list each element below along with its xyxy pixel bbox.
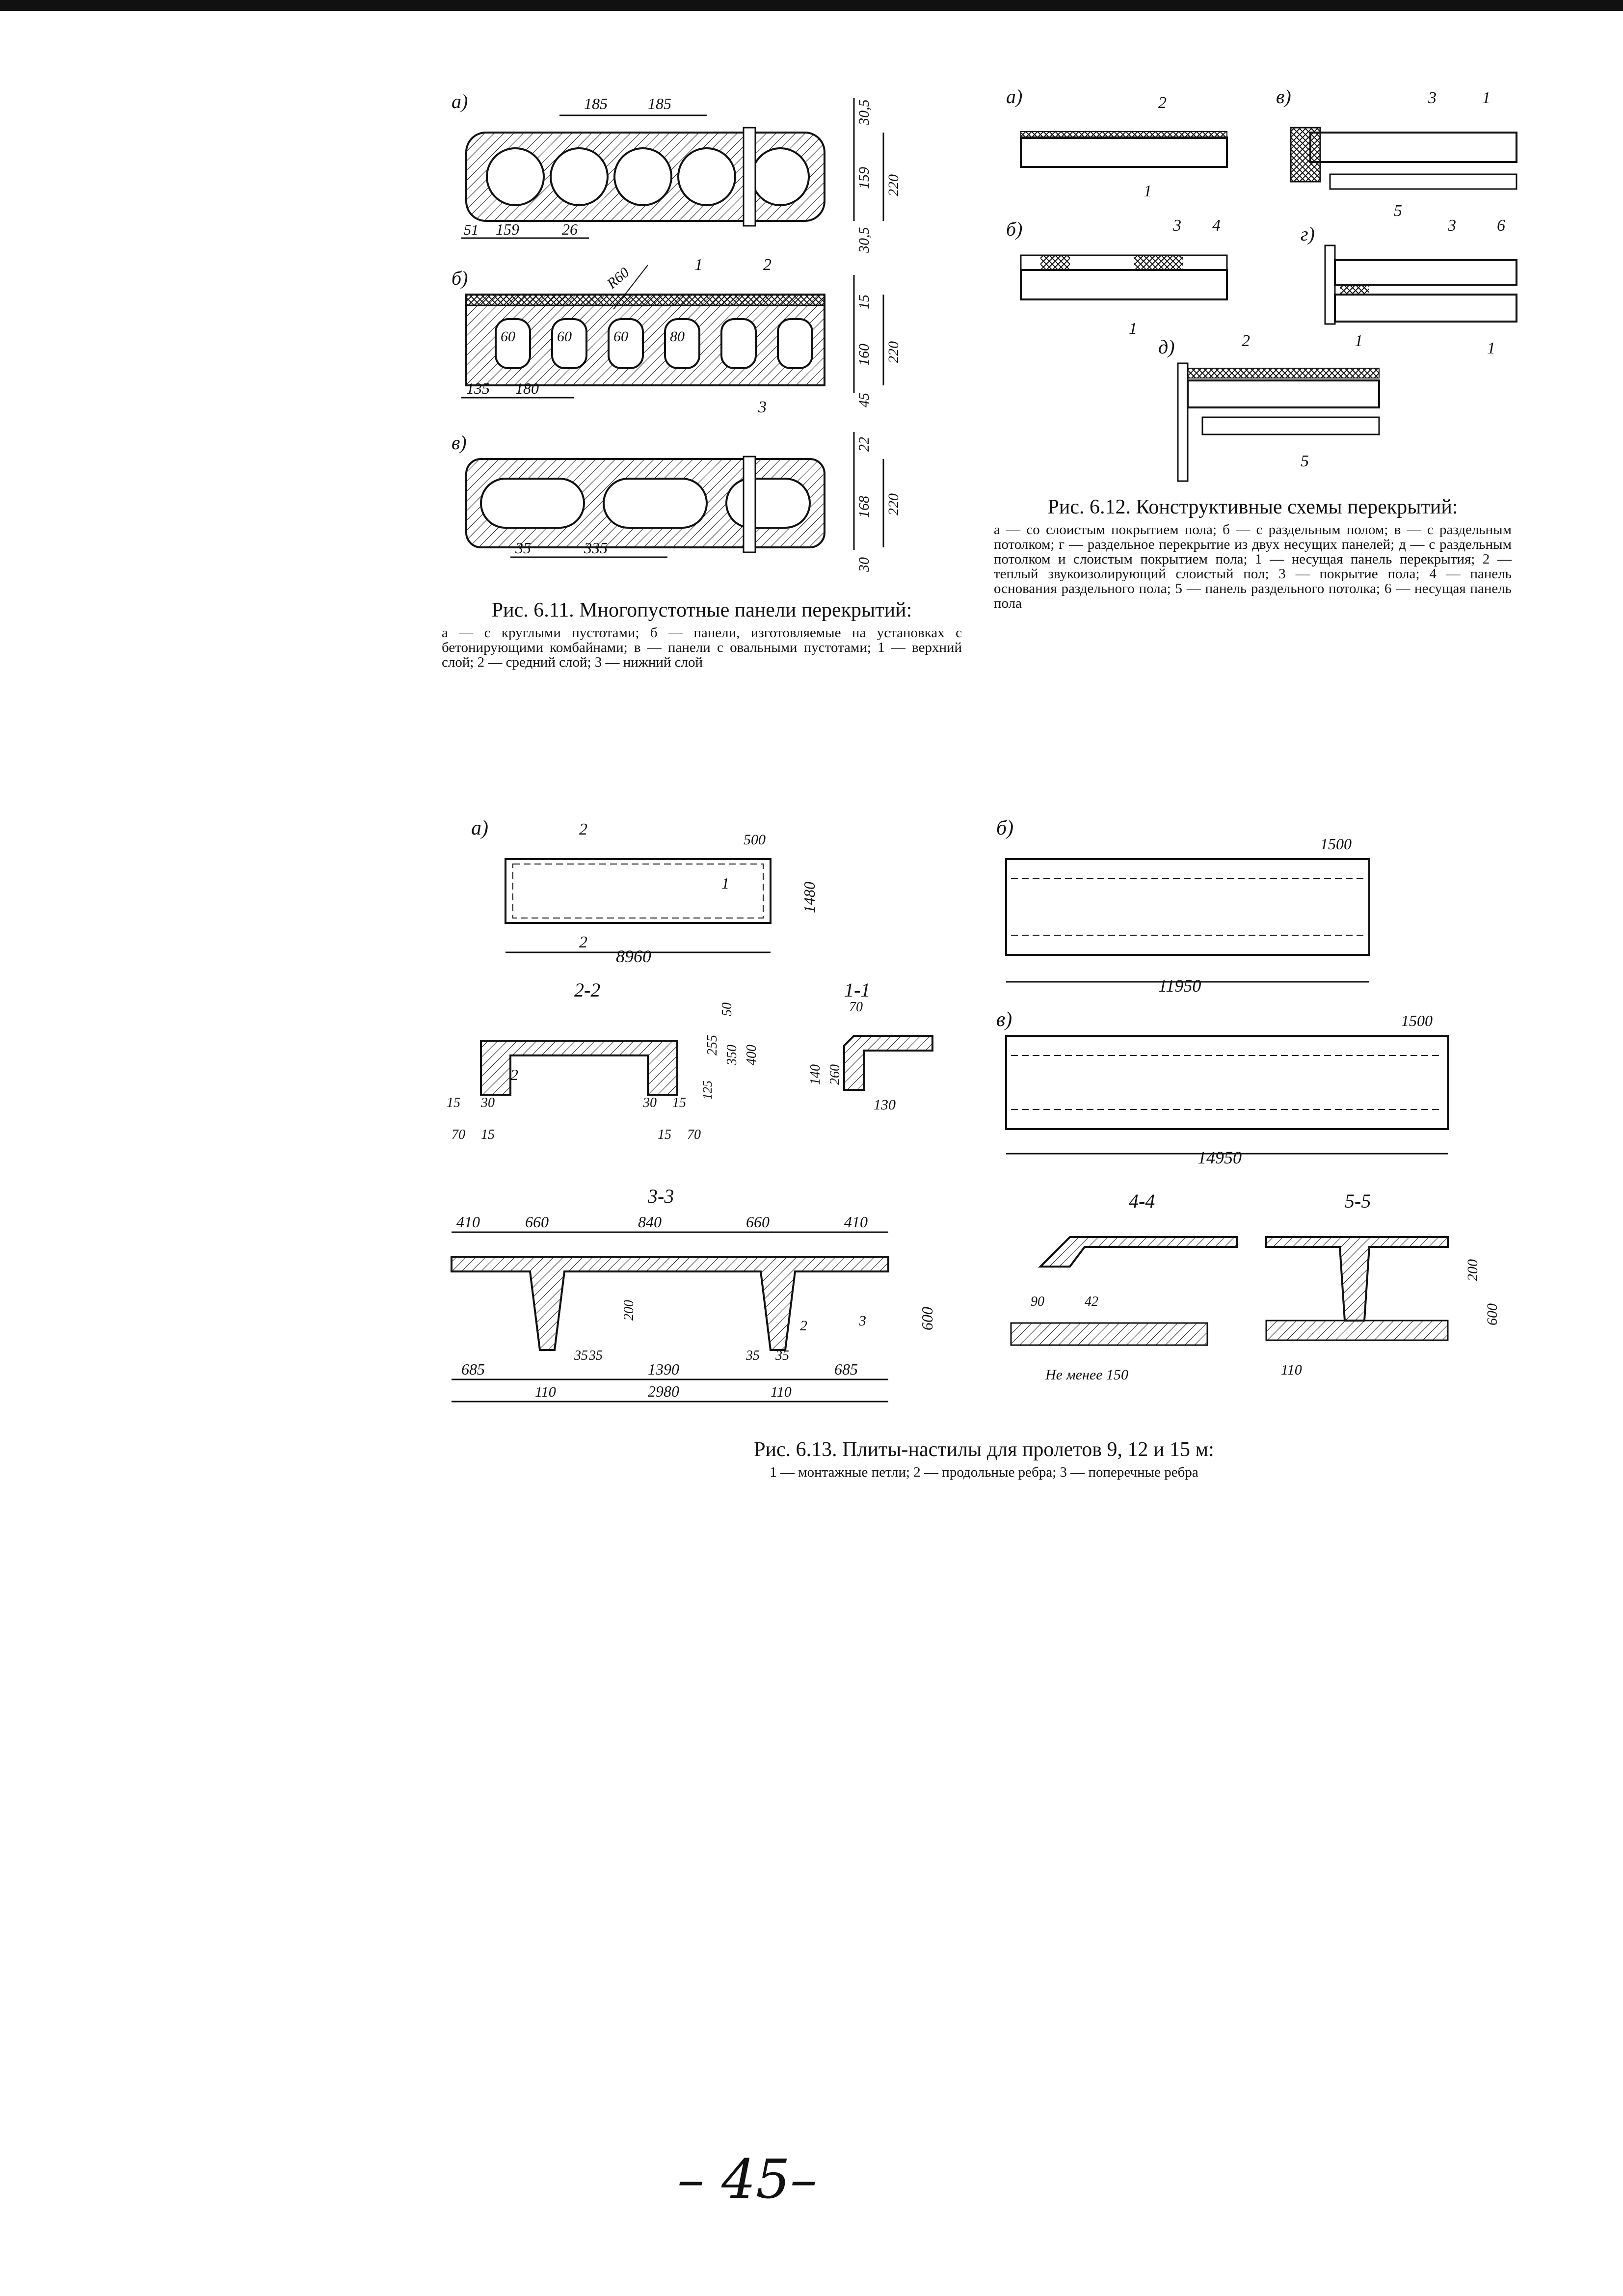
svg-text:220: 220 — [885, 174, 902, 196]
fig612-b-label: б) — [1006, 218, 1023, 240]
svg-text:220: 220 — [885, 341, 902, 363]
top-border — [0, 0, 1623, 11]
svg-text:26: 26 — [562, 220, 578, 238]
svg-text:15: 15 — [658, 1127, 671, 1142]
svg-text:685: 685 — [461, 1360, 485, 1378]
svg-text:840: 840 — [638, 1213, 662, 1231]
svg-text:1480: 1480 — [800, 882, 818, 913]
svg-text:1500: 1500 — [1401, 1012, 1433, 1029]
section-4-4-label: 4-4 — [1129, 1190, 1155, 1212]
svg-text:260: 260 — [827, 1064, 843, 1085]
svg-text:2: 2 — [763, 256, 772, 274]
svg-text:1: 1 — [1487, 339, 1495, 357]
svg-text:168: 168 — [856, 496, 872, 518]
svg-text:45: 45 — [856, 393, 872, 407]
page-number: – 45– — [677, 2148, 817, 2211]
svg-text:2980: 2980 — [648, 1382, 679, 1400]
figure-6-12-drawing — [996, 79, 1526, 486]
svg-text:70: 70 — [849, 999, 863, 1015]
svg-text:400: 400 — [744, 1045, 759, 1065]
svg-text:125: 125 — [700, 1080, 715, 1100]
svg-text:1390: 1390 — [648, 1360, 679, 1378]
fig611-title: Рис. 6.11. Многопустотные панели перекрытий: — [491, 599, 912, 621]
svg-text:14950: 14950 — [1197, 1148, 1242, 1167]
svg-text:600: 600 — [1484, 1303, 1500, 1325]
svg-text:110: 110 — [535, 1384, 556, 1400]
svg-text:2: 2 — [579, 933, 587, 951]
fig613-title: Рис. 6.13. Плиты-настилы для пролетов 9, 12 и 15 м: — [754, 1438, 1214, 1461]
svg-text:80: 80 — [670, 328, 685, 345]
svg-text:135: 135 — [466, 379, 490, 397]
svg-text:51: 51 — [464, 222, 479, 238]
svg-text:255: 255 — [705, 1035, 720, 1055]
fig612-title: Рис. 6.12. Конструктивные схемы перекрытий: — [1047, 496, 1458, 518]
svg-text:1500: 1500 — [1320, 835, 1352, 853]
svg-text:3: 3 — [758, 398, 767, 416]
svg-text:130: 130 — [874, 1097, 896, 1113]
fig613-b-label: б) — [996, 817, 1014, 839]
svg-text:2: 2 — [579, 820, 587, 838]
panel-v-voids — [481, 479, 810, 528]
fig611-b-label: б) — [452, 267, 468, 289]
svg-text:8960: 8960 — [616, 946, 651, 966]
figure-6-12-caption — [994, 496, 1512, 611]
fig611-v-label: в) — [452, 432, 467, 454]
svg-text:180: 180 — [515, 379, 539, 397]
svg-text:4: 4 — [1212, 216, 1221, 235]
svg-text:660: 660 — [746, 1213, 770, 1231]
svg-text:220: 220 — [885, 493, 902, 515]
figure-6-11-caption — [442, 599, 962, 670]
svg-text:35: 35 — [589, 1348, 603, 1363]
svg-text:1: 1 — [721, 874, 729, 892]
svg-text:410: 410 — [844, 1213, 868, 1231]
svg-text:159: 159 — [496, 220, 519, 238]
svg-text:15: 15 — [672, 1095, 686, 1110]
fig613-a-label: а) — [471, 817, 488, 839]
svg-text:185: 185 — [648, 95, 671, 112]
fig612-legend: а — со слоистым покрытием пола; б — с раздельным полом; в — с раздельным потолком; г — раздельное перекрытие из двух несущих панелей; д — с раздельным потолком и слоистым покрытием пола; 1 — несущая панель перекрытия; 2 — теплый звукоизолирующий слоистый пол; 3 — покрытие пола; 4 — панель основания раздельного пола; 5 — панель раздельного потолка; 6 — несущая панель пола — [994, 522, 1512, 611]
svg-text:35: 35 — [574, 1348, 588, 1363]
svg-text:1: 1 — [1144, 182, 1152, 200]
svg-text:3: 3 — [859, 1313, 866, 1329]
section-5-5-label: 5-5 — [1345, 1190, 1371, 1212]
svg-text:2: 2 — [1242, 332, 1250, 350]
svg-text:5: 5 — [1394, 202, 1402, 220]
svg-text:70: 70 — [452, 1127, 465, 1142]
svg-text:2: 2 — [510, 1066, 518, 1083]
svg-text:1: 1 — [1482, 89, 1490, 107]
fig612-a-label: а) — [1006, 85, 1023, 108]
fig611-legend: а — с круглыми пустотами; б — панели, изготовляемые на установках с бетонирующими комбайнами; в — панели с овальными пустотами; 1 — верхний слой; 2 — средний слой; 3 — нижний слой — [442, 625, 962, 670]
fig612-g-label: г) — [1301, 223, 1315, 245]
svg-text:30: 30 — [481, 1095, 495, 1110]
svg-text:60: 60 — [501, 328, 515, 345]
svg-text:R60: R60 — [604, 264, 633, 292]
svg-text:159: 159 — [856, 167, 872, 189]
svg-text:110: 110 — [771, 1384, 792, 1400]
svg-text:11950: 11950 — [1158, 976, 1201, 996]
svg-text:3: 3 — [1428, 89, 1437, 107]
svg-text:335: 335 — [584, 539, 608, 557]
svg-text:140: 140 — [808, 1064, 823, 1085]
fig612-v-label: в) — [1276, 85, 1291, 108]
fig611-a-label: а) — [452, 90, 468, 112]
svg-text:3: 3 — [1448, 216, 1456, 235]
section-1-1-label: 1-1 — [844, 979, 871, 1001]
svg-text:350: 350 — [724, 1045, 740, 1065]
svg-text:22: 22 — [856, 437, 872, 452]
svg-text:685: 685 — [834, 1360, 858, 1378]
svg-text:30: 30 — [643, 1095, 657, 1110]
svg-text:1: 1 — [1129, 320, 1137, 338]
svg-text:1: 1 — [694, 256, 703, 274]
svg-text:35: 35 — [515, 539, 531, 557]
svg-text:6: 6 — [1497, 216, 1505, 235]
svg-text:42: 42 — [1085, 1294, 1098, 1309]
svg-text:200: 200 — [621, 1300, 637, 1321]
svg-text:110: 110 — [1281, 1362, 1302, 1378]
fig613-v-label: в) — [996, 1008, 1012, 1031]
svg-text:90: 90 — [1031, 1294, 1044, 1309]
svg-text:15: 15 — [481, 1127, 495, 1142]
figure-6-11-drawing — [442, 79, 932, 574]
figure-6-13-drawing — [432, 805, 1512, 1443]
svg-text:50: 50 — [719, 1002, 735, 1016]
svg-text:200: 200 — [1464, 1259, 1481, 1281]
svg-text:30,5: 30,5 — [856, 227, 872, 253]
panel-a-voids — [487, 148, 809, 205]
svg-text:15: 15 — [856, 295, 872, 309]
svg-text:500: 500 — [744, 832, 766, 848]
svg-text:35: 35 — [775, 1348, 789, 1363]
svg-text:30,5: 30,5 — [856, 99, 872, 125]
svg-text:2: 2 — [800, 1318, 807, 1334]
svg-text:3: 3 — [1173, 216, 1181, 235]
svg-text:70: 70 — [687, 1127, 701, 1142]
svg-text:600: 600 — [918, 1307, 936, 1330]
svg-text:1: 1 — [1355, 332, 1363, 350]
svg-text:410: 410 — [456, 1213, 480, 1231]
svg-text:60: 60 — [613, 328, 628, 345]
section-3-3-label: 3-3 — [648, 1185, 674, 1207]
fig613-legend: 1 — монтажные петли; 2 — продольные ребра; 3 — поперечные ребра — [770, 1464, 1198, 1480]
svg-text:660: 660 — [525, 1213, 549, 1231]
section-2-2-label: 2-2 — [574, 979, 601, 1001]
svg-text:35: 35 — [746, 1348, 760, 1363]
svg-text:160: 160 — [856, 344, 872, 366]
svg-text:Не менее 150: Не менее 150 — [1045, 1367, 1128, 1383]
fig612-d-label: д) — [1158, 336, 1175, 358]
svg-text:60: 60 — [557, 328, 572, 345]
figure-6-13-caption — [604, 1438, 1364, 1480]
svg-text:15: 15 — [447, 1095, 460, 1110]
svg-text:30: 30 — [856, 557, 872, 572]
svg-text:5: 5 — [1301, 452, 1309, 470]
svg-text:185: 185 — [584, 95, 608, 112]
svg-text:2: 2 — [1158, 94, 1167, 112]
